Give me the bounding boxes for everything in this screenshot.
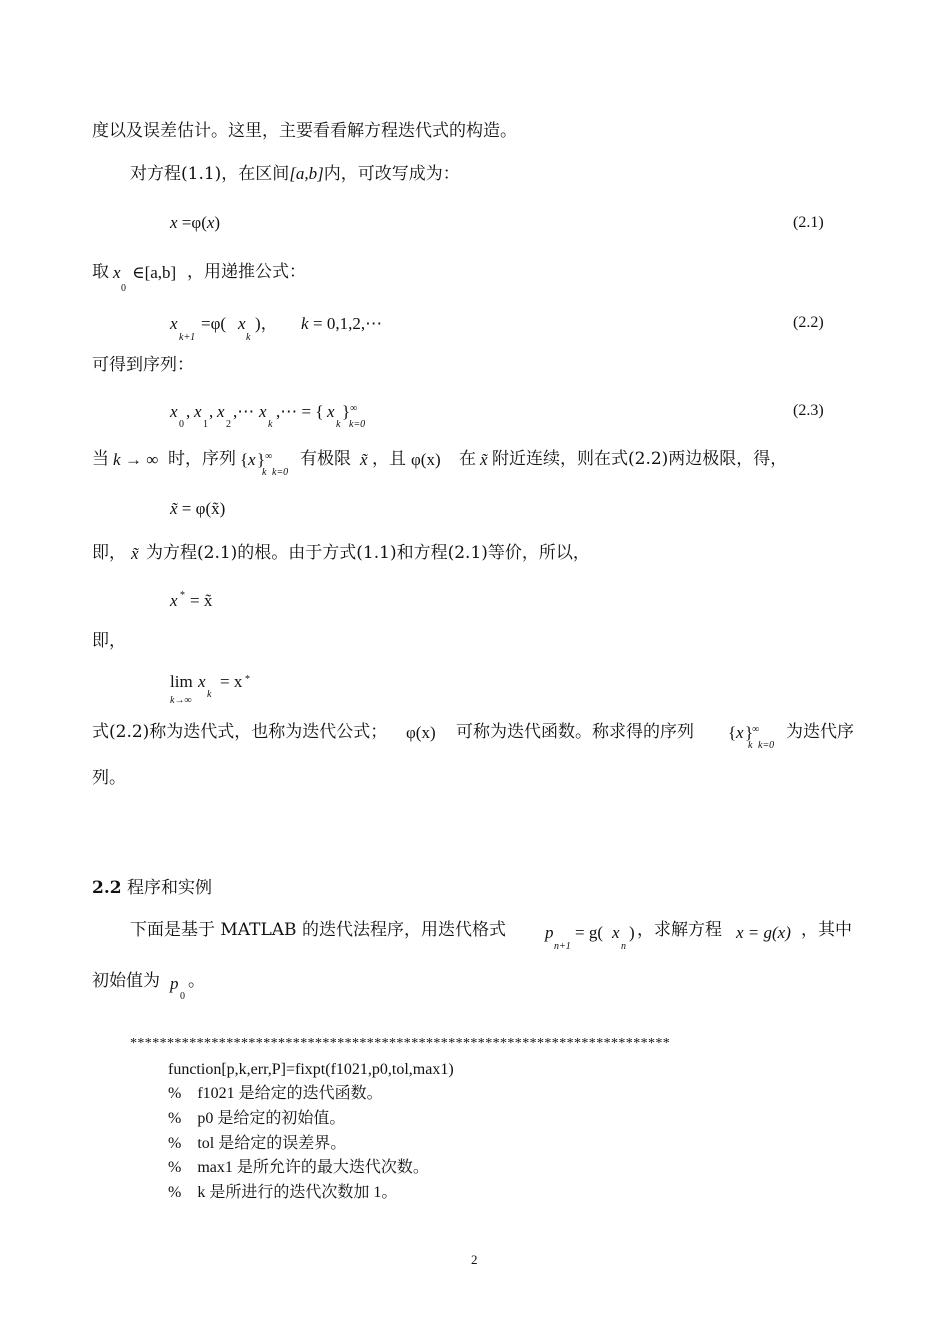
paragraph-text [92, 264, 109, 281]
equation-number: (2.1) [793, 214, 824, 231]
paragraph-text [130, 165, 460, 183]
math-expr: = x [220, 672, 243, 691]
math-op: , [209, 402, 214, 421]
section-heading [92, 880, 212, 897]
paragraph-text: 可得到序列： [92, 355, 194, 375]
text-run: 附近连续，则在式(2.2)两边极限，得， [492, 449, 788, 469]
math-op: } [342, 402, 351, 421]
math-var: x [170, 591, 178, 610]
math-var: x [170, 314, 178, 333]
math-var: p [170, 974, 179, 993]
math-var: x̃ [360, 450, 368, 469]
math-var: x [170, 213, 178, 232]
code-line: % tol 是给定的误差界。 [168, 1135, 347, 1152]
paragraph-text: 即， [92, 631, 126, 651]
math-var: x [170, 402, 178, 421]
math-expr: = 0,1,2,⋯ [313, 314, 383, 333]
math-subscript: 2 [226, 419, 231, 430]
text-run: 式(2.2)称为迭代式，也称为迭代公式； [92, 722, 388, 742]
math-var: x̃ [170, 499, 178, 518]
section-title: 程序和实例 [126, 878, 212, 898]
code-line: % k 是所进行的迭代次数加 1。 [168, 1184, 398, 1201]
math-subscript: 0 [179, 419, 184, 430]
math-op: ,⋯ [233, 402, 255, 421]
text-run: 可称为迭代函数。称求得的序列 [456, 722, 694, 742]
math-membership: ∈[a,b] [132, 263, 177, 282]
equation-2-1 [170, 214, 220, 231]
text-run: 取 [92, 262, 109, 282]
paragraph-text: 列。 [92, 768, 126, 788]
math-expr: = φ(x̃) [181, 499, 226, 518]
math-var: x [194, 402, 202, 421]
math-var: x [612, 923, 620, 942]
math-func: φ( [191, 213, 207, 232]
math-var: x [238, 314, 246, 333]
math-op: ) [214, 213, 221, 232]
math-var: x [259, 402, 267, 421]
math-interval: [a,b] [289, 164, 324, 183]
math-subscript: k [262, 467, 267, 478]
math-subscript: n+1 [554, 941, 571, 952]
math-var: x̃ [131, 544, 139, 563]
math-op: ,⋯ = { [276, 402, 324, 421]
math-limit-under: k→∞ [170, 695, 192, 706]
math-subscript: k=0 [758, 740, 775, 751]
math-subscript: k [748, 740, 753, 751]
section-number: 2.2 [92, 878, 122, 898]
math-op: → ∞ [125, 450, 159, 469]
math-op: , [186, 402, 191, 421]
text-run: 初始值为 [92, 971, 160, 991]
math-subscript: k [268, 419, 273, 430]
math-var: x [736, 723, 744, 742]
code-line: % p0 是给定的初始值。 [168, 1110, 346, 1127]
math-var: k [113, 450, 121, 469]
math-op: ) [629, 923, 635, 942]
math-superscript: ∞ [265, 451, 273, 462]
math-subscript: k=0 [349, 419, 366, 430]
text-run: 为迭代序 [786, 722, 854, 742]
math-op: = [181, 213, 192, 232]
math-subscript: 0 [121, 283, 126, 294]
math-subscript: k+1 [179, 332, 196, 343]
math-superscript: ∞ [350, 403, 358, 414]
equation-number: (2.3) [793, 402, 824, 419]
math-op: } [745, 723, 754, 742]
math-superscript: * [180, 590, 185, 601]
text-run: 。 [188, 971, 205, 991]
math-var: k [301, 314, 309, 333]
equation-limit [170, 500, 225, 517]
math-var: x [113, 263, 121, 282]
math-var: x [217, 402, 225, 421]
code-line: function[p,k,err,P]=fixpt(f1021,p0,tol,max1) [168, 1061, 454, 1078]
math-op: } [257, 450, 266, 469]
text-run: ，求解方程 [637, 920, 722, 940]
text-run: 对方程(1.1)，在区间 [130, 164, 290, 184]
math-var: x [206, 213, 215, 232]
math-var: x [248, 450, 256, 469]
paragraph-text: 度以及误差估计。这里，主要看看解方程迭代式的构造。 [92, 121, 517, 141]
math-op: )， [255, 314, 278, 333]
page-number: 2 [471, 1252, 478, 1267]
text-run: ，用递推公式： [187, 262, 306, 282]
math-equation: x = g(x) [736, 923, 791, 942]
math-func: =φ( [201, 314, 227, 333]
math-subscript: n [621, 941, 626, 952]
text-run: 下面是基于 MATLAB 的迭代法程序，用迭代格式 [130, 920, 506, 940]
math-var: x [198, 672, 206, 691]
text-run: ，其中 [801, 920, 852, 940]
math-superscript: * [245, 674, 250, 685]
text-run: 时，序列 [168, 449, 236, 469]
code-line: % f1021 是给定的迭代函数。 [168, 1085, 383, 1102]
math-op: { [728, 723, 737, 742]
math-var: x [327, 402, 335, 421]
text-run: ，且 [372, 449, 406, 469]
code-separator: ************************************************************************* [130, 1036, 671, 1051]
text-run: 当 [92, 449, 109, 469]
math-var: x̃ [480, 450, 488, 469]
math-subscript: k=0 [272, 467, 289, 478]
math-subscript: 0 [180, 991, 185, 1002]
math-func: = g( [575, 923, 603, 942]
math-subscript: k [336, 419, 341, 430]
math-subscript: k [246, 332, 251, 343]
text-run: 有极限 [300, 449, 351, 469]
code-line: % max1 是所允许的最大迭代次数。 [168, 1159, 429, 1176]
math-subscript: 1 [203, 419, 208, 430]
math-lim: lim [170, 672, 193, 691]
math-op: { [240, 450, 249, 469]
math-var: p [545, 923, 554, 942]
math-func: φ(x) [406, 723, 436, 742]
math-func: φ(x) [411, 450, 441, 469]
equation-number: (2.2) [793, 314, 824, 331]
text-run: 即， [92, 543, 126, 563]
math-subscript: k [207, 689, 212, 700]
text-run: 内，可改写成为： [323, 164, 460, 184]
math-superscript: ∞ [752, 724, 760, 735]
math-expr: = x̃ [190, 591, 213, 610]
text-run: 在 [459, 449, 476, 469]
text-run: 为方程(2.1)的根。由于方式(1.1)和方程(2.1)等价，所以， [146, 543, 590, 563]
